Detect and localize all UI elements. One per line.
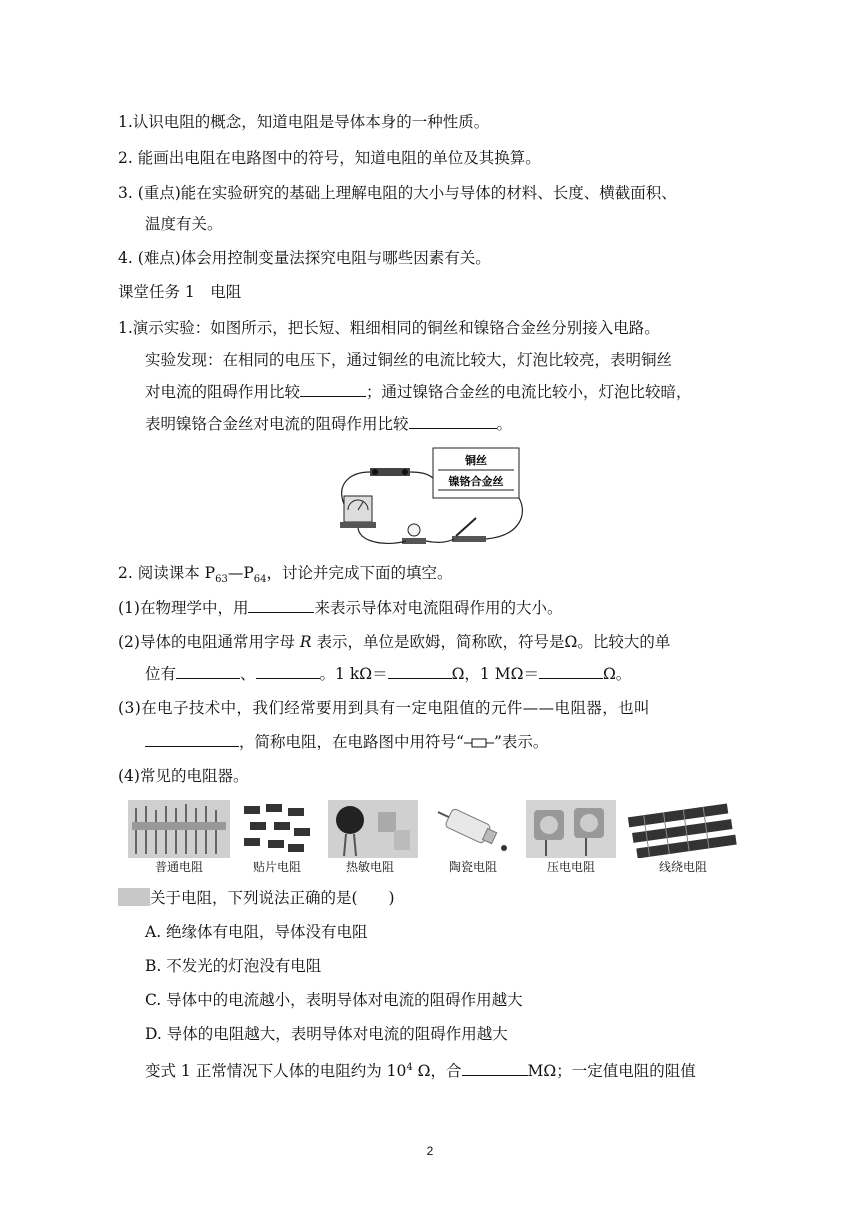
q2-d: 、 xyxy=(240,665,256,683)
circuit-diagram xyxy=(330,444,530,550)
variant-b: Ω，合 xyxy=(412,1062,462,1081)
demo-line-3 xyxy=(145,382,692,402)
q2-e: 。1 kΩ＝ xyxy=(319,665,388,683)
blank-variant[interactable] xyxy=(462,1061,528,1076)
task-title: 课堂任务 1 电阻 xyxy=(118,283,242,301)
question-2-line-1 xyxy=(118,632,670,652)
q2-var: R xyxy=(299,633,312,651)
objective-4: 4. (难点)体会用控制变量法探究电阻与哪些因素有关。 xyxy=(118,249,491,267)
copper-wire-label: 铜丝 xyxy=(465,454,487,467)
demo-line-3-b: ；通过镍铬合金丝的电流比较小，灯泡比较暗， xyxy=(366,383,692,401)
blank-kohm[interactable] xyxy=(388,664,452,679)
option-a[interactable]: A. 绝缘体有电阻，导体没有电阻 xyxy=(145,923,368,941)
q2-g: Ω。 xyxy=(602,665,632,683)
blank-nichrome-resistance[interactable] xyxy=(409,414,497,429)
nichrome-wire-label: 镍铬合金丝 xyxy=(448,475,504,488)
q3-a: ，简称电阻，在电路图中用符号“ xyxy=(239,733,464,751)
wirewound-resistor-image xyxy=(626,800,738,858)
example-stem: 关于电阻，下列说法正确的是( ) xyxy=(150,889,395,907)
objective-3: 3. (重点)能在实验研究的基础上理解电阻的大小与导体的材料、长度、横截面积、 xyxy=(118,184,677,202)
option-c[interactable]: C. 导体中的电流越小，表明导体对电流的阻碍作用越大 xyxy=(145,991,523,1009)
switch xyxy=(452,536,486,542)
read-c: ，讨论并完成下面的填空。 xyxy=(266,564,453,582)
question-4: (4)常见的电阻器。 xyxy=(118,767,249,785)
q2-b: 表示，单位是欧姆，简称欧，符号是Ω。比较大的单 xyxy=(311,633,671,651)
q2-a: (2)导体的电阻通常用字母 xyxy=(118,633,300,651)
question-3-line-2 xyxy=(145,732,548,752)
question-1 xyxy=(118,598,562,618)
page-number: 2 xyxy=(426,1144,434,1158)
option-b[interactable]: B. 不发光的灯泡没有电阻 xyxy=(145,957,322,975)
light-bulb xyxy=(408,524,420,536)
q3-b: ”表示。 xyxy=(493,733,549,751)
piezo-resistor-image xyxy=(526,800,616,858)
q1-b: 来表示导体对电流阻碍作用的大小。 xyxy=(314,599,563,617)
blank-q1[interactable] xyxy=(248,598,314,613)
blank-mohm[interactable] xyxy=(539,664,603,679)
blank-q3[interactable] xyxy=(145,732,239,747)
ceramic-resistor-image xyxy=(430,800,514,858)
variant-exponent: 4 xyxy=(406,1062,413,1073)
example-badge-icon xyxy=(118,888,150,906)
variant-c: MΩ；一定值电阻的阻值 xyxy=(527,1062,696,1081)
option-d[interactable]: D. 导体的电阻越大，表明导体对电流的阻碍作用越大 xyxy=(145,1025,508,1043)
demo-line-3-a: 对电流的阻碍作用比较 xyxy=(145,383,301,401)
smd-resistor-image xyxy=(240,800,314,858)
variant-1 xyxy=(145,1058,696,1081)
q2-c: 位有 xyxy=(145,665,177,683)
resistor-label-4: 陶瓷电阻 xyxy=(448,860,497,874)
q1-a: (1)在物理学中，用 xyxy=(118,599,249,617)
read-page-end: 64 xyxy=(253,574,267,586)
resistor-label-3: 热敏电阻 xyxy=(345,860,394,874)
objective-2: 2. 能画出电阻在电路图中的符号，知道电阻的单位及其换算。 xyxy=(118,149,541,167)
question-2-line-2 xyxy=(145,664,631,684)
resistor-label-2: 贴片电阻 xyxy=(252,860,301,874)
ordinary-resistor-image xyxy=(128,800,230,858)
read-a: 2. 阅读课本 P xyxy=(118,564,216,582)
resistor-label-5: 压电电阻 xyxy=(546,860,595,874)
read-page-start: 63 xyxy=(215,574,228,586)
blank-unit-1[interactable] xyxy=(176,664,240,679)
demo-line-1: 1.演示实验：如图所示，把长短、粗细相同的铜丝和镍铬合金丝分别接入电路。 xyxy=(118,319,660,337)
variant-a: 变式 1 正常情况下人体的电阻约为 10 xyxy=(145,1062,407,1081)
read-instruction xyxy=(118,563,453,590)
objective-3-cont: 温度有关。 xyxy=(145,215,223,233)
demo-line-4 xyxy=(145,414,512,434)
resistor-label-6: 线绕电阻 xyxy=(658,860,707,874)
objective-1: 1.认识电阻的概念，知道电阻是导体本身的一种性质。 xyxy=(118,113,490,131)
resistor-label-1: 普通电阻 xyxy=(154,860,203,874)
read-b: —P xyxy=(227,564,254,582)
blank-copper-resistance[interactable] xyxy=(300,382,366,397)
demo-line-4-a: 表明镍铬合金丝对电流的阻碍作用比较 xyxy=(145,415,409,433)
thermistor-image xyxy=(328,800,418,858)
question-3-line-1: (3)在电子技术中，我们经常要用到具有一定电阻值的元件——电阻器，也叫 xyxy=(118,699,650,717)
resistor-symbol-icon xyxy=(464,737,494,749)
demo-line-2: 实验发现：在相同的电压下，通过铜丝的电流比较大，灯泡比较亮，表明铜丝 xyxy=(145,351,673,369)
demo-line-4-b: 。 xyxy=(496,415,513,433)
blank-unit-2[interactable] xyxy=(256,664,320,679)
q2-f: Ω，1 MΩ＝ xyxy=(451,665,539,683)
